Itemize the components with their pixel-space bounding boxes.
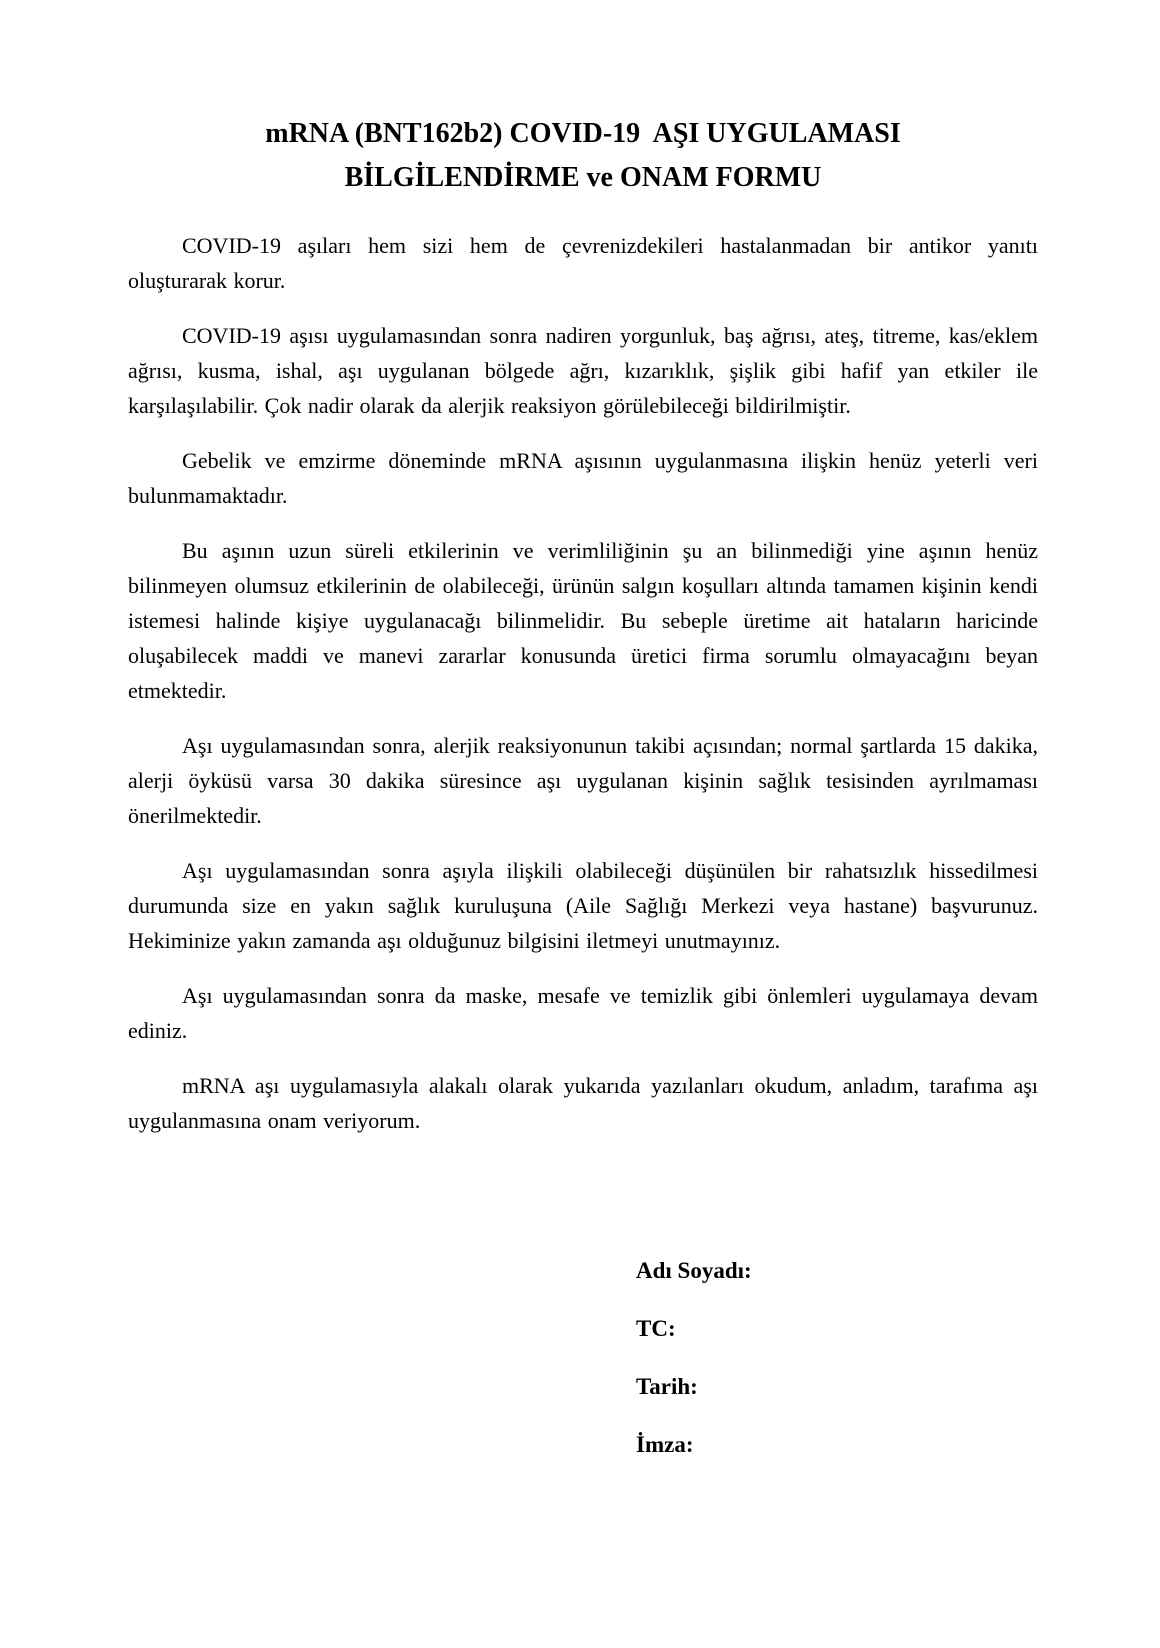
title-line-1: mRNA (BNT162b2) COVID-19 AŞI UYGULAMASI xyxy=(265,118,901,149)
signature-label-tc: TC: xyxy=(636,1316,676,1341)
paragraph-long-term-effects: Bu aşının uzun süreli etkilerinin ve verimliliğinin şu an bilinmediği yine aşının henüz bilinmeyen olumsuz etkilerinin de olabileceği, ürünün salgın koşulları altında tamamen kişinin kendi istemesi halinde kişiye uygulanacağı bilinmelidir. Bu sebeple üretime ait hataların haricinde oluşabilecek maddi ve manevi zararlar konusunda üretici firma sorumlu olmayacağını beyan etmektedir. xyxy=(128,538,1038,703)
document-title xyxy=(128,112,1038,200)
paragraph-observation-period: Aşı uygulamasından sonra, alerjik reaksiyonunun takibi açısından; normal şartlarda 15 dakika, alerji öyküsü varsa 30 dakika süresince aşı uygulanan kişinin sağlık tesisinden ayrılmaması önerilmektedir. xyxy=(128,733,1038,828)
paragraph-pregnancy: Gebelik ve emzirme döneminde mRNA aşısının uygulanmasına ilişkin henüz yeterli veri bulunmamaktadır. xyxy=(128,448,1038,508)
paragraph-precautions: Aşı uygulamasından sonra da maske, mesafe ve temizlik gibi önlemleri uygulamaya devam ediniz. xyxy=(128,983,1038,1043)
paragraph-consent-statement: mRNA aşı uygulamasıyla alakalı olarak yukarıda yazılanları okudum, anladım, tarafıma aşı uygulanmasına onam veriyorum. xyxy=(128,1073,1038,1133)
signature-block xyxy=(636,1253,1038,1462)
signature-label-signature: İmza: xyxy=(636,1432,694,1457)
paragraph-protection: COVID-19 aşıları hem sizi hem de çevrenizdekileri hastalanmadan bir antikor yanıtı oluşturarak korur. xyxy=(128,233,1038,293)
paragraph-side-effects: COVID-19 aşısı uygulamasından sonra nadiren yorgunluk, baş ağrısı, ateş, titreme, kas/eklem ağrısı, kusma, ishal, aşı uygulanan bölgede ağrı, kızarıklık, şişlik gibi hafif yan etkiler ile karşılaşılabilir. Çok nadir olarak da alerjik reaksiyon görülebileceği bildirilmiştir. xyxy=(128,323,1038,418)
signature-label-name: Adı Soyadı: xyxy=(636,1258,752,1283)
signature-label-date: Tarih: xyxy=(636,1374,698,1399)
paragraph-seek-care: Aşı uygulamasından sonra aşıyla ilişkili olabileceği düşünülen bir rahatsızlık hissedilmesi durumunda size en yakın sağlık kuruluşuna (Aile Sağlığı Merkezi veya hastane) başvurunuz. Hekiminize yakın zamanda aşı olduğunuz bilgisini iletmeyi unutmayınız. xyxy=(128,858,1038,953)
title-line-2: BİLGİLENDİRME ve ONAM FORMU xyxy=(344,162,822,193)
document-body xyxy=(128,228,1038,1138)
